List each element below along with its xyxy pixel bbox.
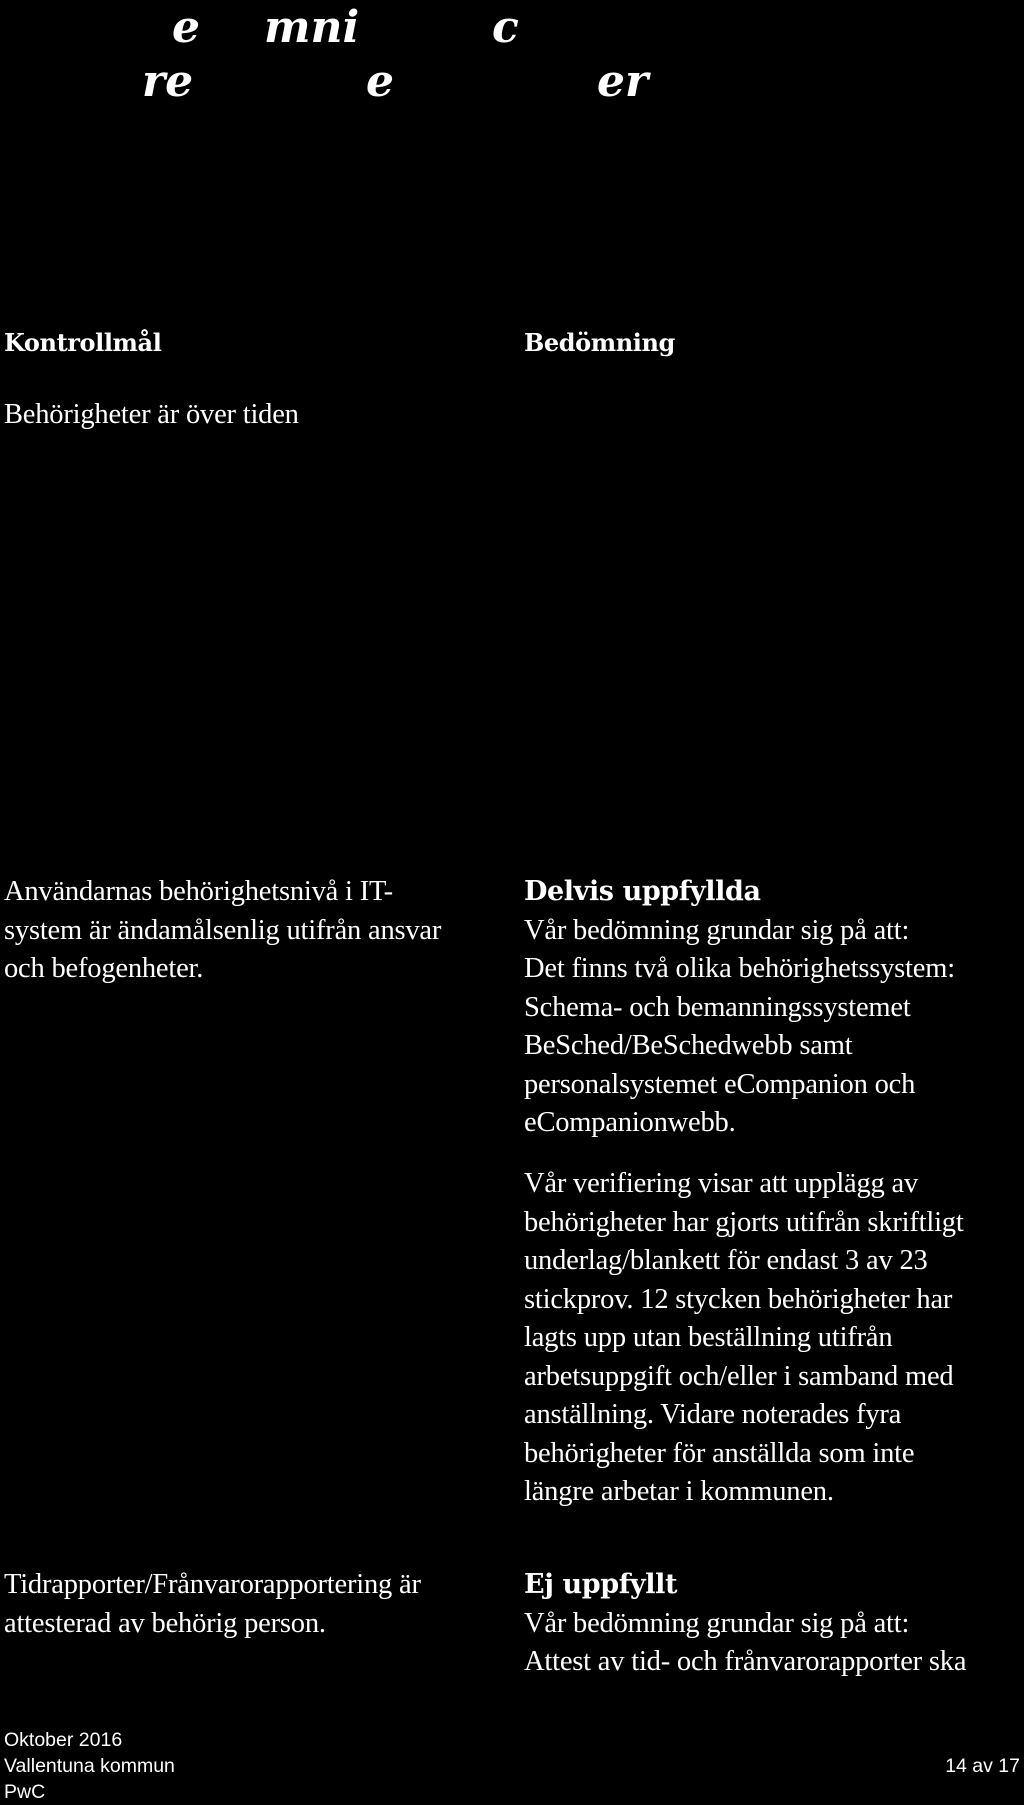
row-3-control-objective xyxy=(4,1566,484,1643)
text-line: personalsystemet eCompanion och xyxy=(524,1068,916,1100)
text-line: Vår bedömning grundar sig på att: xyxy=(524,914,910,946)
text-line: anställning. Vidare noterades fyra xyxy=(524,1399,902,1430)
title-fragment-2: mni xyxy=(264,2,360,53)
title-fragment-1: e xyxy=(172,2,200,53)
footer-info xyxy=(4,1727,175,1805)
text-line: Användarnas behörighetsnivå i IT- xyxy=(4,876,393,907)
text-line: längre arbetar i kommunen. xyxy=(524,1476,834,1507)
text-line: och befogenheter. xyxy=(4,953,204,984)
row-2-assessment xyxy=(524,873,1004,1143)
text-line: Schema- och bemanningssystemet xyxy=(524,991,911,1023)
title-fragment-6: er xyxy=(597,56,649,107)
row-3-assessment xyxy=(524,1566,1004,1682)
row-2-control-objective xyxy=(4,873,484,989)
text-line: underlag/blankett för endast 3 av 23 xyxy=(524,1245,928,1276)
text-line: Vår bedömning grundar sig på att: xyxy=(524,1607,910,1639)
text-line: arbetsuppgift och/eller i samband med xyxy=(524,1360,954,1392)
text-line: Attest av tid- och frånvarorapporter ska xyxy=(524,1646,967,1677)
column-header-control-objective: Kontrollmål xyxy=(4,328,162,357)
row-1-control-objective xyxy=(4,396,484,435)
text-line: Behörigheter är över tiden xyxy=(4,399,299,430)
text-line: system är ändamålsenlig utifrån ansvar xyxy=(4,914,442,946)
footer-organization: Vallentuna kommun xyxy=(4,1755,175,1777)
text-line: eCompanionwebb. xyxy=(524,1107,736,1138)
assessment-verdict: Delvis uppfyllda xyxy=(524,876,761,907)
footer-date: Oktober 2016 xyxy=(4,1729,123,1751)
text-line: attesterad av behörig person. xyxy=(4,1607,326,1639)
text-line: Vår verifiering visar att upplägg av xyxy=(524,1168,919,1199)
title-fragment-5: e xyxy=(366,56,394,107)
row-2-assessment-verification xyxy=(524,1165,1004,1512)
assessment-verdict: Ej uppfyllt xyxy=(524,1569,678,1600)
column-header-assessment: Bedömning xyxy=(524,328,675,357)
text-line: behörigheter för anställda som inte xyxy=(524,1437,915,1469)
text-line: stickprov. 12 stycken behörigheter har xyxy=(524,1283,953,1315)
title-fragment-3: c xyxy=(492,2,519,53)
text-line: lagts upp utan beställning utifrån xyxy=(524,1322,893,1353)
footer-company: PwC xyxy=(4,1781,46,1803)
title-fragment-4: re xyxy=(142,56,194,107)
text-line: BeSched/BeSchedwebb samt xyxy=(524,1030,853,1061)
text-line: Tidrapporter/Frånvarorapportering är xyxy=(4,1569,421,1600)
footer-page-number: 14 av 17 xyxy=(945,1755,1020,1777)
text-line: Det finns två olika behörighetssystem: xyxy=(524,953,955,984)
text-line: behörigheter har gjorts utifrån skriftligt xyxy=(524,1206,964,1238)
